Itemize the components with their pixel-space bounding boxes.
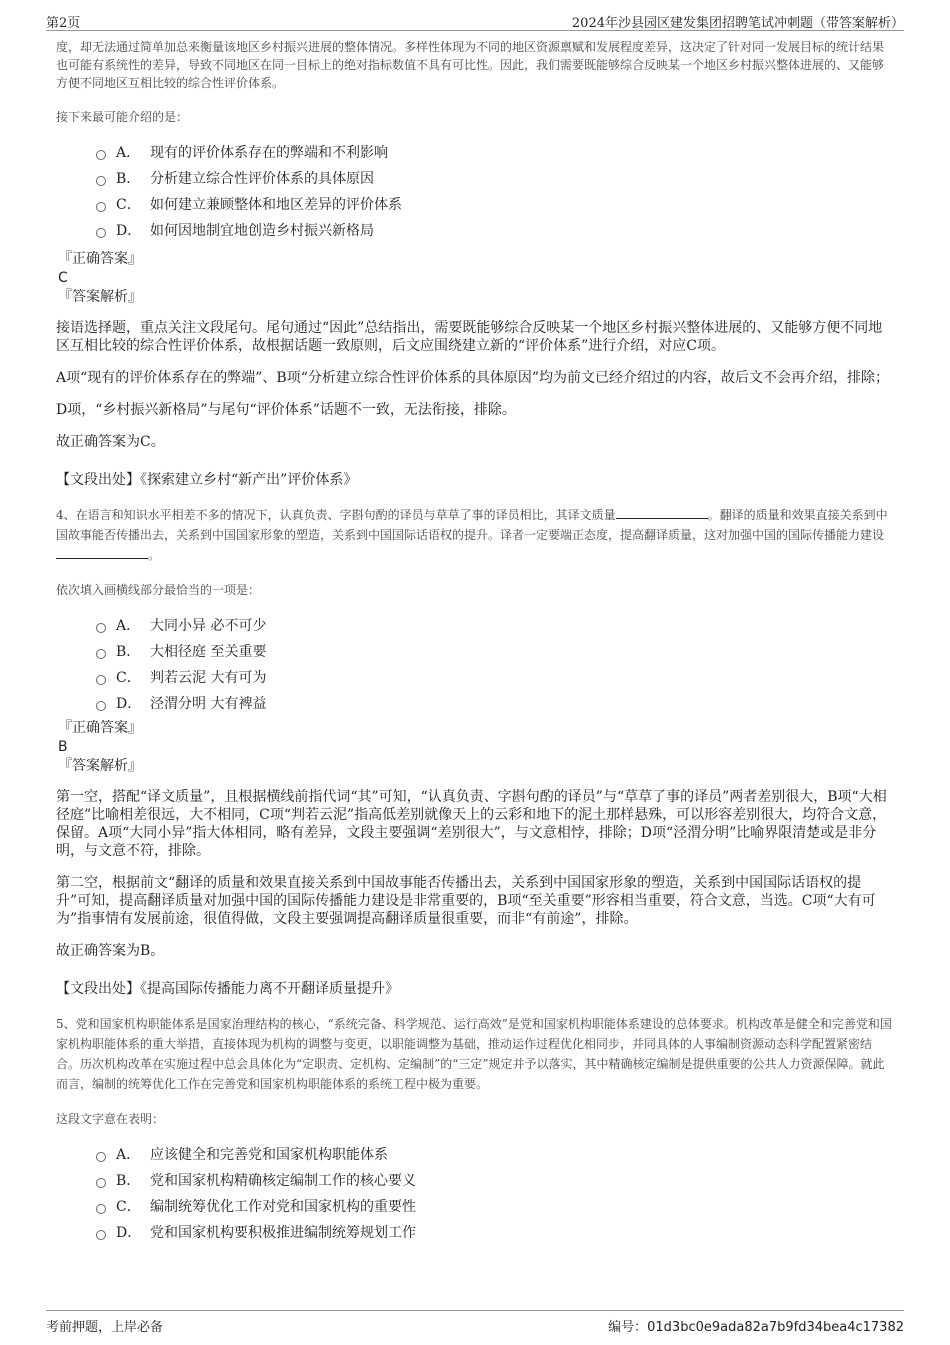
radio-icon[interactable] (96, 675, 106, 685)
q3-prompt: 接下来最可能介绍的是： (56, 110, 189, 124)
q4-option-a[interactable] (96, 612, 894, 638)
footer-code (608, 1316, 904, 1335)
q3-option-d[interactable] (96, 217, 894, 243)
q5-prompt: 这段文字意在表明： (56, 1112, 165, 1126)
option-text: 应该健全和完善党和国家机构职能体系 (150, 1147, 388, 1163)
option-letter: A． (116, 145, 141, 161)
q5-option-d[interactable] (96, 1219, 894, 1245)
radio-icon[interactable] (96, 623, 106, 633)
q5-option-b[interactable] (96, 1167, 894, 1193)
option-text: 编制统筹优化工作对党和国家机构的重要性 (150, 1199, 416, 1215)
footer-slogan: 考前押题，上岸必备 (46, 1320, 164, 1335)
option-text: 党和国家机构要积极推进编制统筹规划工作 (150, 1225, 416, 1241)
q4-explanation-1: 第一空，搭配“译文质量”，且根据横线前指代词“其”可知，“认真负责、字斟句酌的译员”与“草草了事的译员”两者差别很大，B项“大相径庭”比喻相差很远，大不相同，C项“判若云泥”指高低差别就像天上的云彩和地下的泥土那样悬殊，可以形容差别很大，均符合文意，保留。A项“大同小异”指大体相同，略有差异，文段主要强调“差别很大”，与文意相悖，排除；D项“泾渭分明”比喻界限清楚或是非分明，与文意不符，排除。 (56, 789, 887, 859)
q4-source: 【文段出处】《提高国际传播能力离不开翻译质量提升》 (56, 981, 399, 997)
q3-explanation-1: 接语选择题，重点关注文段尾句。尾句通过“因此”总结指出，需要既能够综合反映某一个地区乡村振兴整体进展的、又能够方便不同地区互相比较的综合性评价体系，故根据话题一致原则，后文应围绕建立新的“评价体系”进行介绍，对应C项。 (56, 320, 883, 354)
q3-intro-passage: 度，却无法通过简单加总来衡量该地区乡村振兴进展的整体情况。多样性体现为不同的地区资源禀赋和发展程度差异，这决定了针对同一发展目标的统计结果也可能有系统性的差异，导致不同地区在同一目标上的绝对指标数值不具有可比性。因此，我们需要既能够综合反映某一个地区乡村振兴整体进展的、又能够方便不同地区互相比较的综合性评价体系。 (56, 40, 885, 90)
option-letter: C． (116, 197, 141, 213)
q5-stem: 5、党和国家机构职能体系是国家治理结构的核心，“系统完备、科学规范、运行高效”是党和国家机构职能体系建设的总体要求。机构改革是健全和完善党和国家机构职能体系的重大举措，直接体现为机构的调整与变更，以职能调整为基础，推动运作过程优化相同步，并同具体的人事编制资源动态科学配置紧密结合。历次机构改革在实施过程中总会具体化为“定职责、定机构、定编制”的“三定”规定并予以落实，其中精确核定编制是提供重要的公共人力资源保障。就此而言，编制的统筹优化工作在完善党和国家机构职能体系的系统工程中极为重要。 (56, 1017, 892, 1091)
option-letter: A． (116, 618, 141, 634)
q4-stem-part2: 。翻译的质量和效果直接关系到中国故事能否传播出去，关系到中国国家形象的塑造，关系到中国国际话语权的提升。译者一定要端正态度，提高翻译质量，这对加强中国的国际传播能力建设 (56, 508, 888, 542)
q3-option-a[interactable] (96, 139, 894, 165)
option-text: 大相径庭 至关重要 (150, 644, 267, 660)
q4-analysis-label: 『答案解析』 (58, 758, 142, 774)
radio-icon[interactable] (96, 1152, 106, 1162)
option-letter: C． (116, 670, 141, 686)
q4-option-b[interactable] (96, 638, 894, 664)
option-text: 党和国家机构精确核定编制工作的核心要义 (150, 1173, 416, 1189)
footer-code-value: 01d3bc0e9ada82a7b9fd34bea4c17382 (647, 1320, 904, 1335)
q3-analysis-label: 『答案解析』 (58, 289, 142, 305)
q5-options (96, 1141, 894, 1245)
option-text: 如何建立兼顾整体和地区差异的评价体系 (150, 197, 402, 213)
option-letter: A． (116, 1147, 141, 1163)
q4-blank-1 (616, 506, 708, 519)
option-letter: D． (116, 696, 142, 712)
q3-explanation-3: D项，“乡村振兴新格局”与尾句“评价体系”话题不一致，无法衔接，排除。 (56, 402, 516, 418)
radio-icon[interactable] (96, 228, 106, 238)
q5-option-c[interactable] (96, 1193, 894, 1219)
page-number: 第2页 (46, 16, 81, 31)
option-letter: B． (116, 644, 141, 660)
q3-source: 【文段出处】《探索建立乡村“新产出”评价体系》 (56, 472, 358, 488)
q4-explanation-2: 第二空，根据前文“翻译的质量和效果直接关系到中国故事能否传播出去，关系到中国国家形象的塑造，关系到中国国际话语权的提升”可知，提高翻译质量对加强中国的国际传播能力建设是非常重要的，B项“至关重要”形容相当重要，符合文意，当选。C项“大有可为”指事情有发展前途，很值得做，文段主要强调提高翻译质量很重要，而非“有前途”，排除。 (56, 875, 876, 927)
q5-option-a[interactable] (96, 1141, 894, 1167)
radio-icon[interactable] (96, 701, 106, 711)
q3-answer-label: 『正确答案』 (58, 251, 142, 267)
option-letter: D． (116, 1225, 142, 1241)
q4-answer-label: 『正确答案』 (58, 720, 142, 736)
q4-options (96, 612, 894, 716)
q4-stem-part3: 。 (148, 548, 161, 562)
page-footer (46, 1310, 904, 1339)
q4-option-d[interactable] (96, 690, 894, 716)
q4-stem (56, 505, 894, 565)
q4-blank-2 (56, 546, 148, 559)
q4-stem-part1: 4、在语言和知识水平相差不多的情况下，认真负责、字斟句酌的译员与草草了事的译员相比，其译文质量 (56, 508, 616, 522)
radio-icon[interactable] (96, 176, 106, 186)
option-letter: C． (116, 1199, 141, 1215)
q3-option-c[interactable] (96, 191, 894, 217)
option-text: 如何因地制宜地创造乡村振兴新格局 (150, 223, 374, 239)
q3-explanation-4: 故正确答案为C。 (56, 434, 165, 450)
q4-option-c[interactable] (96, 664, 894, 690)
page-header (46, 8, 904, 31)
option-letter: B． (116, 171, 141, 187)
option-text: 泾渭分明 大有裨益 (150, 696, 267, 712)
document-title: 2024年沙县园区建发集团招聘笔试冲刺题（带答案解析） (571, 16, 904, 31)
q4-prompt: 依次填入画横线部分最恰当的一项是： (56, 583, 261, 597)
radio-icon[interactable] (96, 202, 106, 212)
q3-options (96, 139, 894, 243)
q4-explanation-3: 故正确答案为B。 (56, 943, 165, 959)
radio-icon[interactable] (96, 150, 106, 160)
q3-explanation-2: A项“现有的评价体系存在的弊端”、B项“分析建立综合性评价体系的具体原因”均为前文已经介绍过的内容，故后文不会再介绍，排除； (56, 370, 890, 386)
radio-icon[interactable] (96, 1230, 106, 1240)
option-text: 分析建立综合性评价体系的具体原因 (150, 171, 374, 187)
option-letter: B． (116, 1173, 141, 1189)
q4-answer: B (58, 739, 68, 755)
q3-option-b[interactable] (96, 165, 894, 191)
option-text: 判若云泥 大有可为 (150, 670, 267, 686)
radio-icon[interactable] (96, 649, 106, 659)
option-text: 大同小异 必不可少 (150, 618, 267, 634)
radio-icon[interactable] (96, 1204, 106, 1214)
q3-answer: C (58, 270, 68, 286)
option-text: 现有的评价体系存在的弊端和不利影响 (150, 145, 388, 161)
option-letter: D． (116, 223, 142, 239)
radio-icon[interactable] (96, 1178, 106, 1188)
footer-code-label: 编号： (608, 1320, 648, 1335)
page-content (56, 38, 894, 1245)
